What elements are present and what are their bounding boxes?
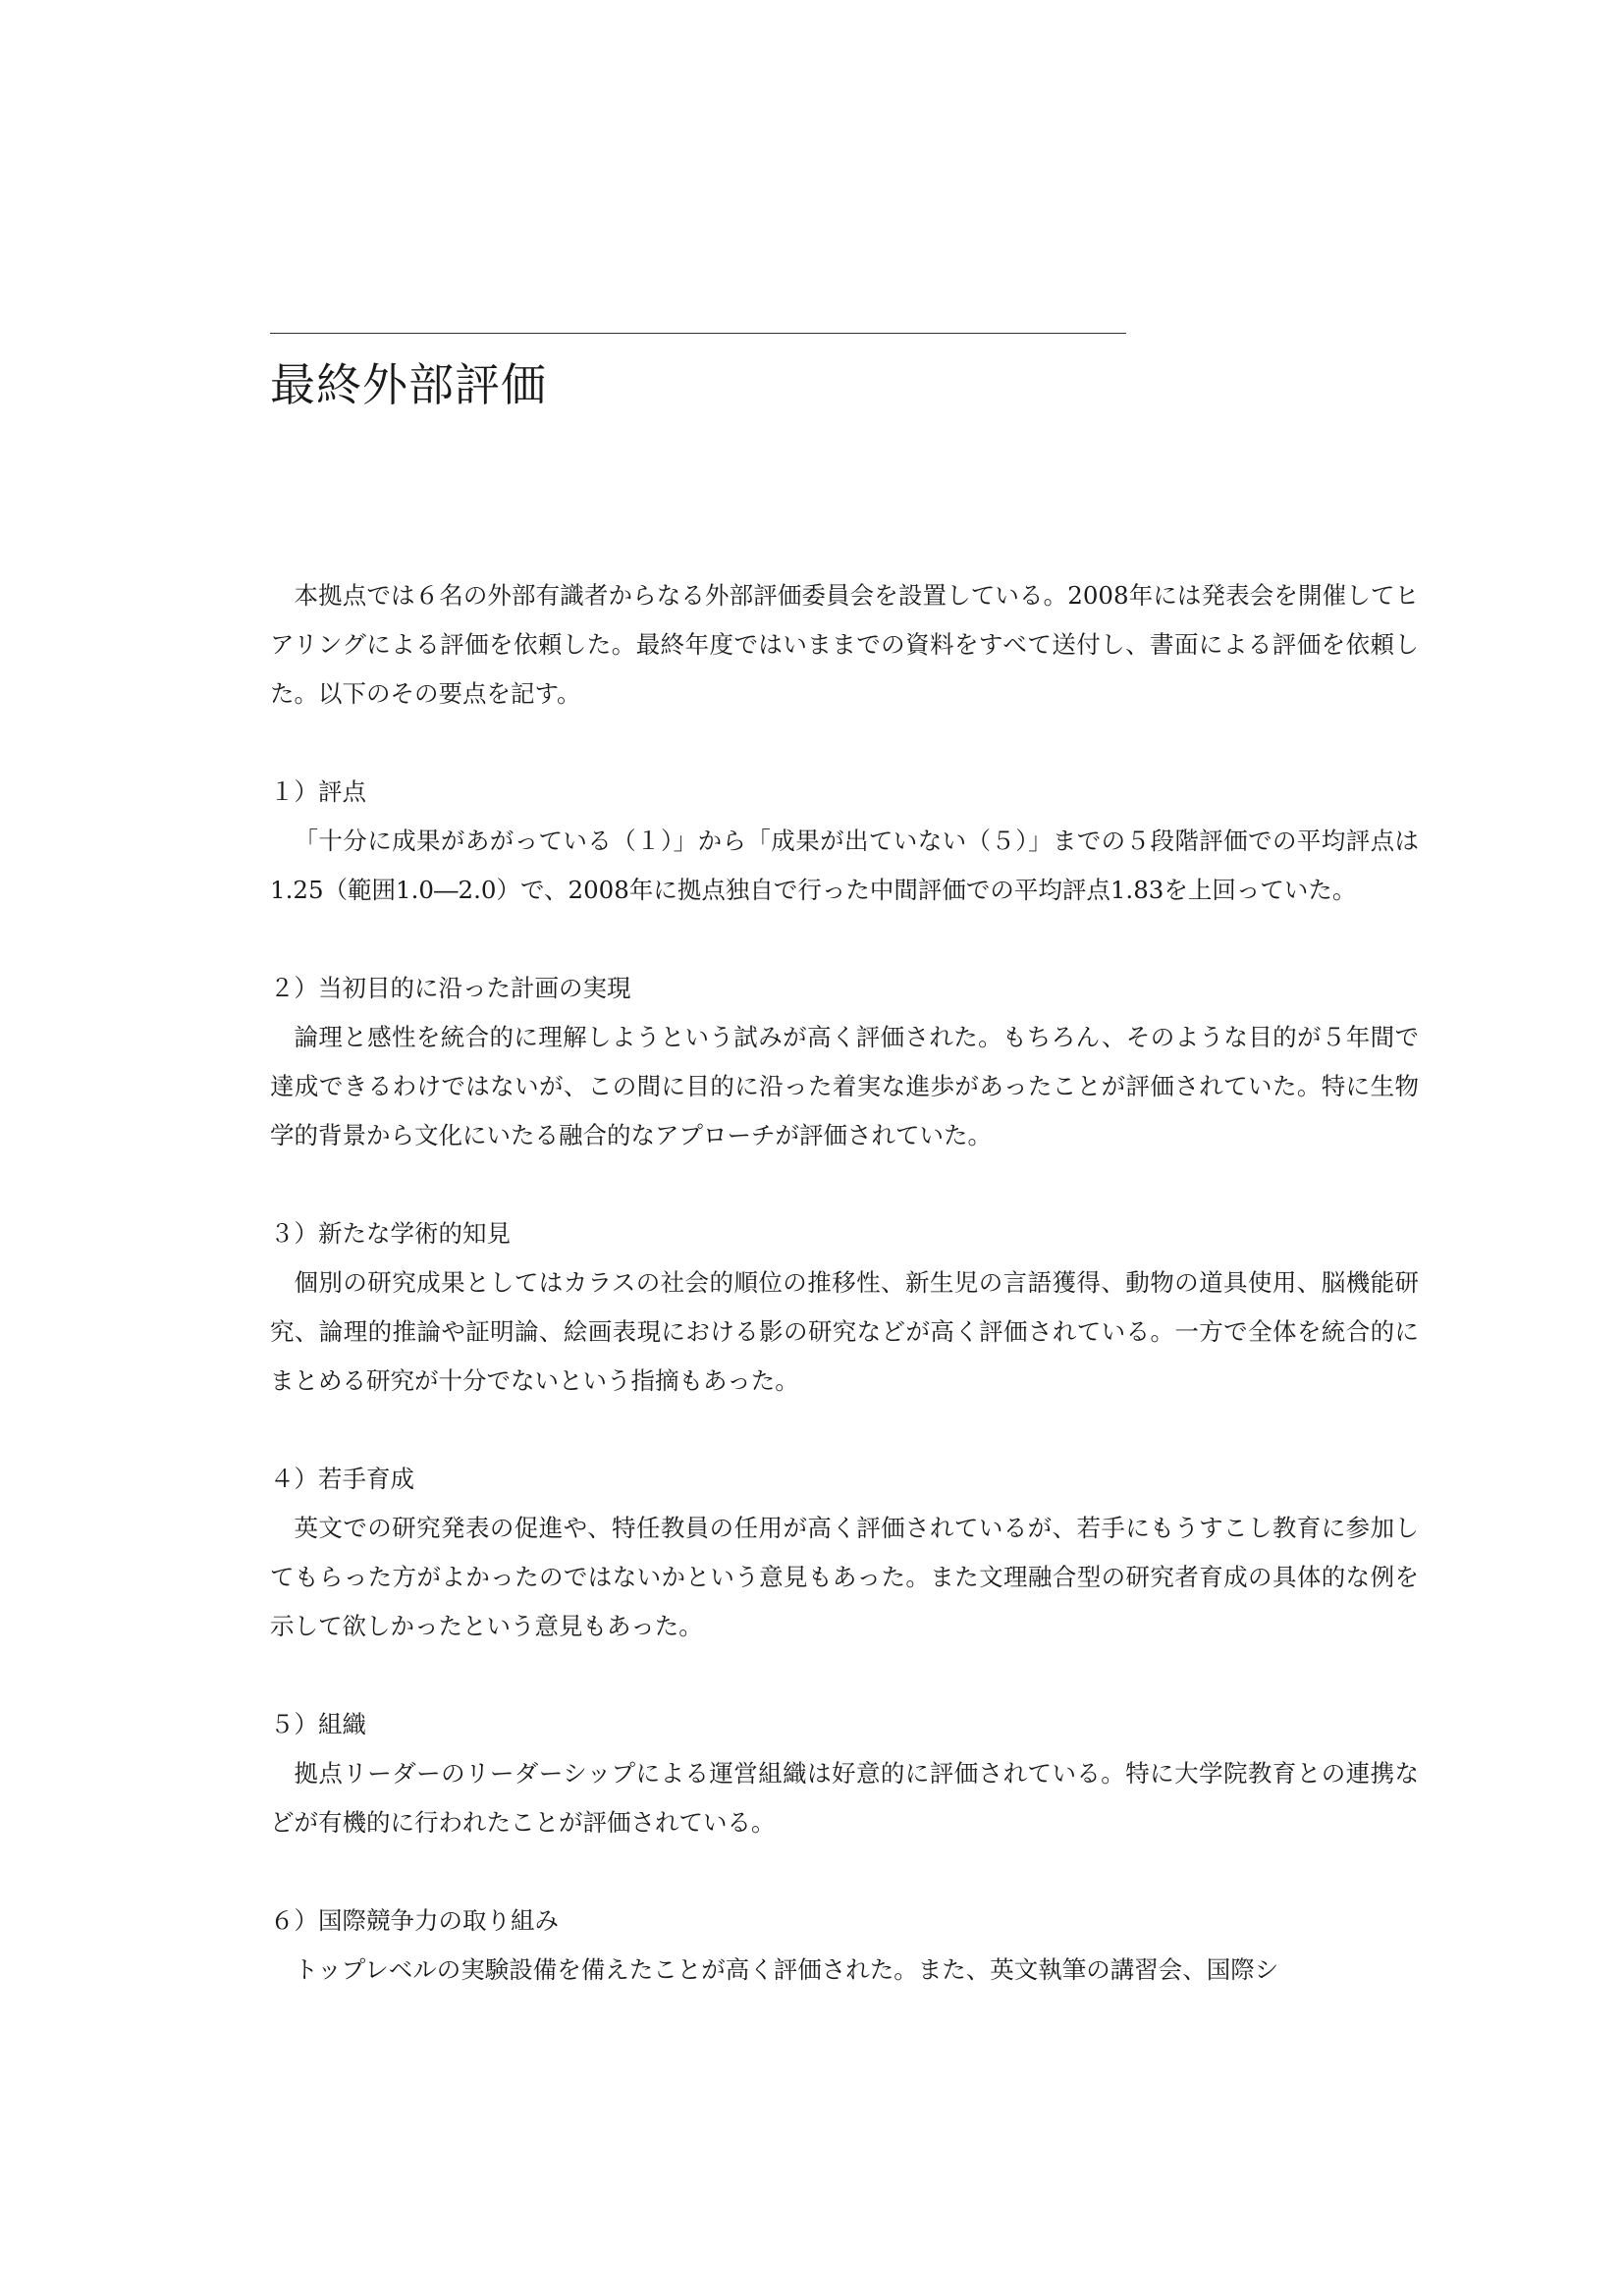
document-body <box>270 571 1419 1995</box>
section-organization <box>270 1700 1419 1847</box>
section-heading: ３）新たな学術的知見 <box>270 1219 511 1248</box>
section-body: トップレベルの実験設備を備えたことが高く評価された。また、英文執筆の講習会、国際シ <box>294 1955 1279 1984</box>
section-new-findings <box>270 1209 1419 1406</box>
section-heading: １）評点 <box>270 777 366 806</box>
section-body: 拠点リーダーのリーダーシップによる運営組織は好意的に評価されている。特に大学院教育との連携などが有機的に行われたことが評価されている。 <box>270 1759 1419 1837</box>
section-young-researchers <box>270 1455 1419 1651</box>
section-score <box>270 768 1419 915</box>
title-rule <box>270 333 1126 334</box>
section-heading: ６）国際競争力の取り組み <box>270 1906 559 1935</box>
page-title: 最終外部評価 <box>270 358 547 411</box>
section-plan-realization <box>270 964 1419 1160</box>
section-heading: ５）組織 <box>270 1710 366 1738</box>
section-heading: ２）当初目的に沿った計画の実現 <box>270 974 631 1002</box>
section-body: 「十分に成果があがっている（１）」から「成果が出ていない（５）」までの５段階評価での平均評点は1.25（範囲1.0―2.0）で、2008年に拠点独自で行った中間評価での平均評点1.83を上回っていた。 <box>270 827 1419 904</box>
section-body: 論理と感性を統合的に理解しようという試みが高く評価された。もちろん、そのような目的が５年間で達成できるわけではないが、この間に目的に沿った着実な進歩があったことが評価されていた。特に生物学的背景から文化にいたる融合的なアプローチが評価されていた。 <box>270 1023 1419 1149</box>
section-body: 個別の研究成果としてはカラスの社会的順位の推移性、新生児の言語獲得、動物の道具使用、脳機能研究、論理的推論や証明論、絵画表現における影の研究などが高く評価されている。一方で全体を統合的にまとめる研究が十分でないという指摘もあった。 <box>270 1268 1419 1395</box>
section-international <box>270 1896 1419 1995</box>
section-body: 英文での研究発表の促進や、特任教員の任用が高く評価されているが、若手にもうすこし教育に参加してもらった方がよかったのではないかという意見もあった。また文理融合型の研究者育成の具体的な例を示して欲しかったという意見もあった。 <box>270 1514 1419 1640</box>
intro-paragraph: 本拠点では６名の外部有識者からなる外部評価委員会を設置している。2008年には発表会を開催してヒアリングによる評価を依頼した。最終年度ではいままでの資料をすべて送付し、書面による評価を依頼した。以下のその要点を記す。 <box>270 581 1419 708</box>
section-heading: ４）若手育成 <box>270 1465 414 1493</box>
